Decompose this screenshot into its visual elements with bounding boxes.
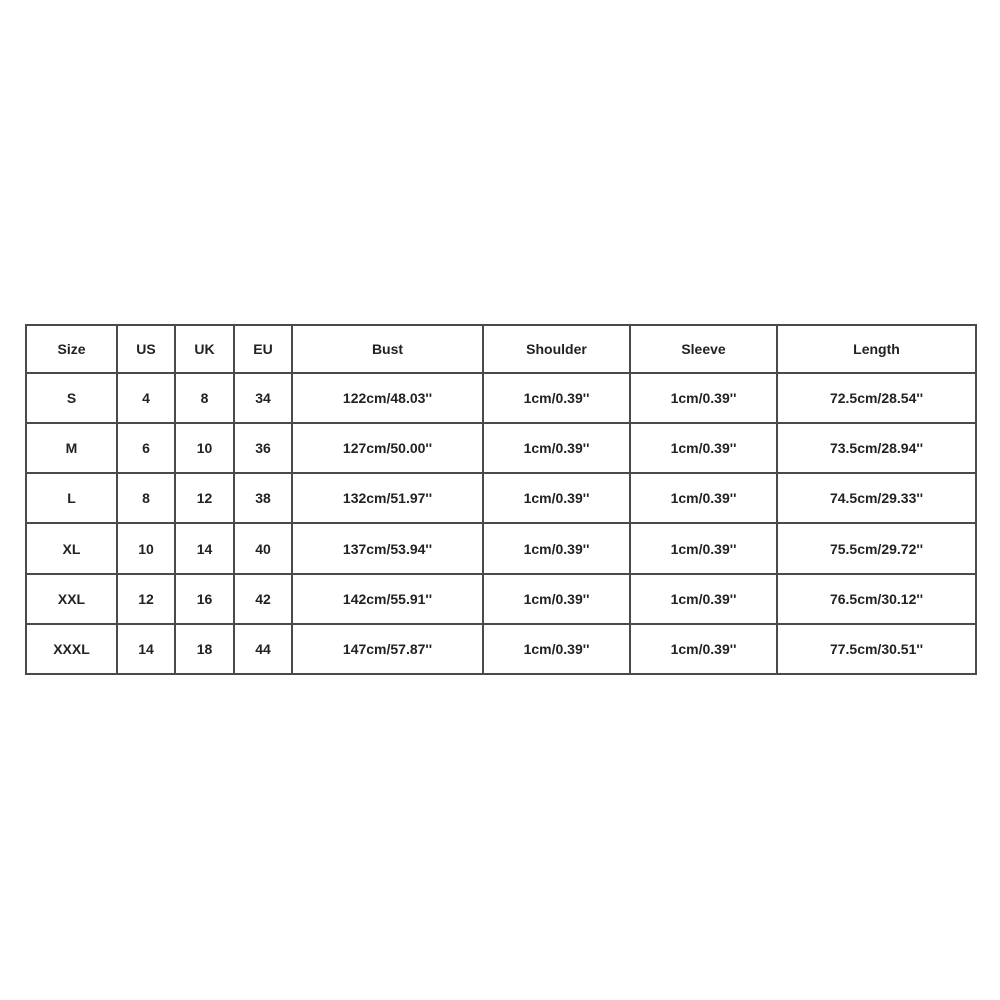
cell-bust: 147cm/57.87'' <box>292 624 483 674</box>
cell-length: 76.5cm/30.12'' <box>777 574 976 624</box>
cell-bust: 127cm/50.00'' <box>292 423 483 473</box>
cell-eu: 42 <box>234 574 292 624</box>
cell-shoulder: 1cm/0.39'' <box>483 624 630 674</box>
cell-bust: 122cm/48.03'' <box>292 373 483 423</box>
cell-us: 14 <box>117 624 175 674</box>
cell-sleeve: 1cm/0.39'' <box>630 523 777 573</box>
cell-uk: 14 <box>175 523 234 573</box>
table-row <box>26 473 976 523</box>
table-row <box>26 624 976 674</box>
cell-shoulder: 1cm/0.39'' <box>483 423 630 473</box>
cell-sleeve: 1cm/0.39'' <box>630 473 777 523</box>
cell-size: XXL <box>26 574 117 624</box>
table-row <box>26 423 976 473</box>
cell-uk: 18 <box>175 624 234 674</box>
cell-eu: 38 <box>234 473 292 523</box>
cell-sleeve: 1cm/0.39'' <box>630 624 777 674</box>
header-length: Length <box>777 325 976 373</box>
table-row <box>26 574 976 624</box>
cell-size: XL <box>26 523 117 573</box>
cell-sleeve: 1cm/0.39'' <box>630 373 777 423</box>
cell-size: XXXL <box>26 624 117 674</box>
cell-size: S <box>26 373 117 423</box>
table-row <box>26 523 976 573</box>
cell-us: 8 <box>117 473 175 523</box>
header-sleeve: Sleeve <box>630 325 777 373</box>
header-shoulder: Shoulder <box>483 325 630 373</box>
cell-uk: 16 <box>175 574 234 624</box>
cell-length: 72.5cm/28.54'' <box>777 373 976 423</box>
cell-sleeve: 1cm/0.39'' <box>630 423 777 473</box>
cell-length: 74.5cm/29.33'' <box>777 473 976 523</box>
table-row <box>26 373 976 423</box>
cell-eu: 44 <box>234 624 292 674</box>
header-eu: EU <box>234 325 292 373</box>
cell-us: 12 <box>117 574 175 624</box>
cell-us: 6 <box>117 423 175 473</box>
cell-length: 77.5cm/30.51'' <box>777 624 976 674</box>
cell-uk: 8 <box>175 373 234 423</box>
cell-us: 10 <box>117 523 175 573</box>
cell-bust: 142cm/55.91'' <box>292 574 483 624</box>
header-bust: Bust <box>292 325 483 373</box>
cell-size: L <box>26 473 117 523</box>
header-us: US <box>117 325 175 373</box>
cell-size: M <box>26 423 117 473</box>
cell-shoulder: 1cm/0.39'' <box>483 473 630 523</box>
cell-eu: 34 <box>234 373 292 423</box>
size-chart-table <box>25 324 977 675</box>
cell-eu: 40 <box>234 523 292 573</box>
header-row <box>26 325 976 373</box>
cell-bust: 132cm/51.97'' <box>292 473 483 523</box>
cell-shoulder: 1cm/0.39'' <box>483 574 630 624</box>
cell-shoulder: 1cm/0.39'' <box>483 523 630 573</box>
cell-bust: 137cm/53.94'' <box>292 523 483 573</box>
cell-eu: 36 <box>234 423 292 473</box>
cell-uk: 12 <box>175 473 234 523</box>
header-uk: UK <box>175 325 234 373</box>
cell-us: 4 <box>117 373 175 423</box>
cell-uk: 10 <box>175 423 234 473</box>
cell-length: 73.5cm/28.94'' <box>777 423 976 473</box>
cell-shoulder: 1cm/0.39'' <box>483 373 630 423</box>
header-size: Size <box>26 325 117 373</box>
cell-sleeve: 1cm/0.39'' <box>630 574 777 624</box>
cell-length: 75.5cm/29.72'' <box>777 523 976 573</box>
